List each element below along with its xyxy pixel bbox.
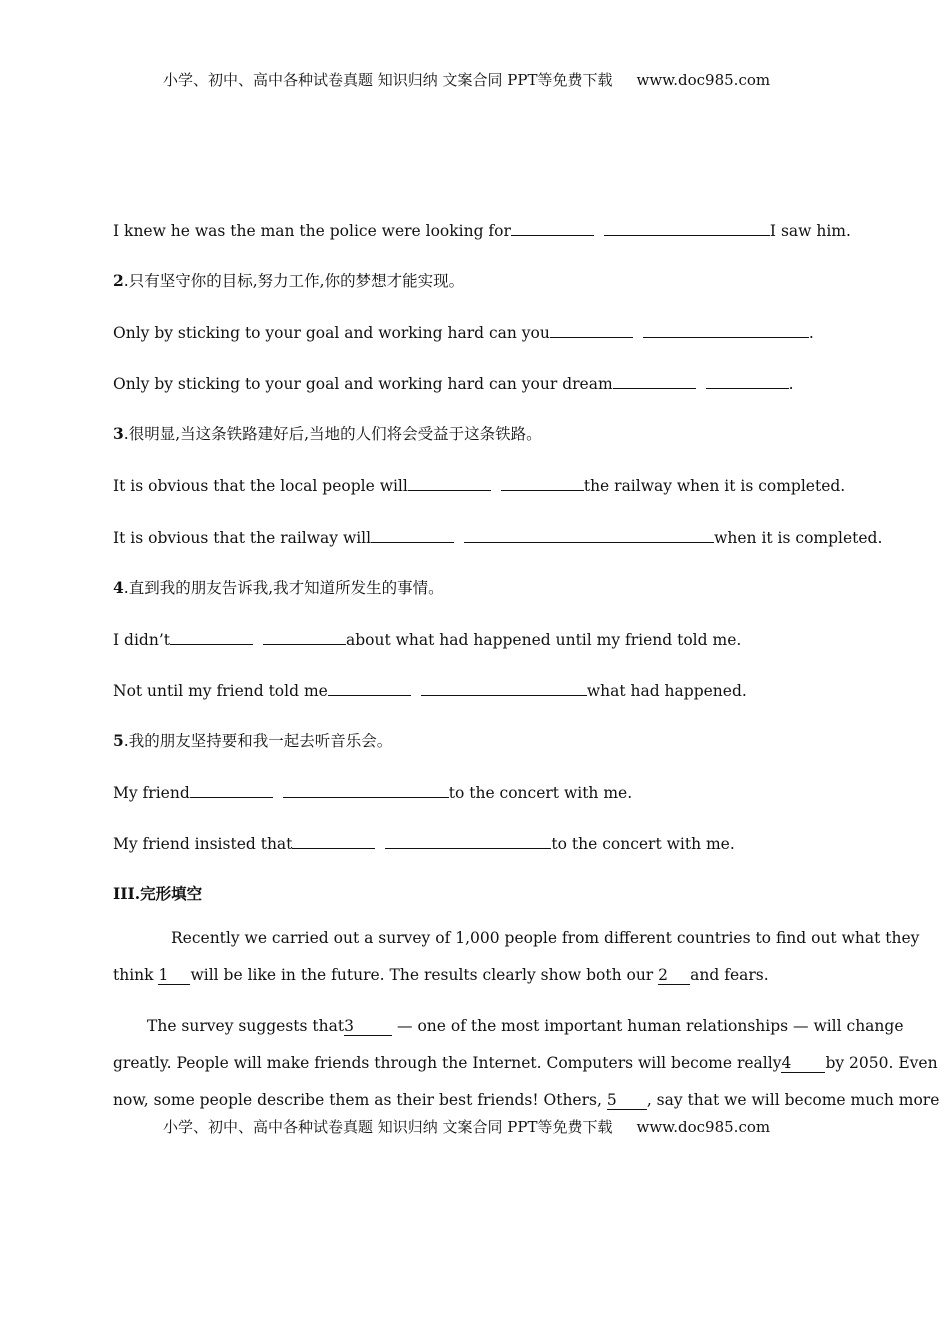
- question-5-sentence-b: My friend insisted that to the concert with me.: [113, 835, 735, 853]
- question-3-sentence-a: It is obvious that the local people will the railway when it is completed.: [113, 477, 846, 495]
- question-2-prompt: 2.只有坚守你的目标,努力工作,你的梦想才能实现。: [113, 271, 465, 290]
- header-text: 小学、初中、高中各种试卷真题 知识归纳 文案合同 PPT等免费下载: [163, 71, 613, 89]
- cloze-blank-2[interactable]: 2: [658, 967, 690, 985]
- answer-blank[interactable]: [613, 373, 696, 389]
- header-url[interactable]: www.doc985.com: [636, 71, 771, 89]
- question-5-sentence-a: My friend to the concert with me.: [113, 784, 633, 802]
- answer-blank[interactable]: [371, 527, 454, 543]
- page-header: [163, 69, 803, 90]
- answer-blank[interactable]: [421, 680, 587, 696]
- answer-blank[interactable]: [408, 475, 491, 491]
- sentence-1: I knew he was the man the police were looking for I saw him.: [113, 222, 851, 240]
- page-footer: [163, 1116, 803, 1137]
- answer-blank[interactable]: [550, 322, 633, 338]
- answer-blank[interactable]: [385, 833, 551, 849]
- answer-blank[interactable]: [170, 629, 253, 645]
- cloze-blank-4[interactable]: 4: [781, 1055, 825, 1073]
- question-number: 4: [113, 578, 124, 597]
- question-4-sentence-a: I didn’t about what had happened until my friend told me.: [113, 631, 742, 649]
- answer-blank[interactable]: [328, 680, 411, 696]
- answer-blank[interactable]: [283, 782, 449, 798]
- paragraph-line: The survey suggests that3 — one of the most important human relationships — will change: [147, 1017, 904, 1035]
- answer-blank[interactable]: [501, 475, 584, 491]
- paragraph-line: now, some people describe them as their best friends! Others, 5 , say that we will become much more: [113, 1091, 940, 1109]
- question-number: 2: [113, 271, 124, 290]
- answer-blank[interactable]: [263, 629, 346, 645]
- footer-text: 小学、初中、高中各种试卷真题 知识归纳 文案合同 PPT等免费下载: [163, 1118, 613, 1136]
- cloze-paragraph-2: [113, 1008, 940, 1119]
- question-5-prompt: 5.我的朋友坚持要和我一起去听音乐会。: [113, 731, 393, 750]
- paragraph-line: greatly. People will make friends through the Internet. Computers will become really4 by 2050. Even: [113, 1054, 938, 1072]
- answer-blank[interactable]: [643, 322, 809, 338]
- question-number: 3: [113, 424, 124, 443]
- cloze-blank-5[interactable]: 5: [607, 1092, 647, 1110]
- question-4-prompt: 4.直到我的朋友告诉我,我才知道所发生的事情。: [113, 578, 444, 597]
- question-number: 5: [113, 731, 124, 750]
- cloze-blank-3[interactable]: 3: [344, 1018, 392, 1036]
- answer-blank[interactable]: [706, 373, 789, 389]
- question-3-prompt: 3.很明显,当这条铁路建好后,当地的人们将会受益于这条铁路。: [113, 424, 542, 443]
- cloze-blank-1[interactable]: 1: [158, 967, 190, 985]
- answer-blank[interactable]: [464, 527, 714, 543]
- question-3-sentence-b: It is obvious that the railway will when it is completed.: [113, 529, 883, 547]
- answer-blank[interactable]: [511, 220, 594, 236]
- footer-url[interactable]: www.doc985.com: [636, 1118, 771, 1136]
- paragraph-line: think 1 will be like in the future. The results clearly show both our 2 and fears.: [113, 966, 769, 984]
- answer-blank[interactable]: [604, 220, 770, 236]
- answer-blank[interactable]: [190, 782, 273, 798]
- question-2-sentence-a: Only by sticking to your goal and working hard can you .: [113, 324, 814, 342]
- section-title: III.完形填空: [113, 884, 203, 903]
- question-2-sentence-b: Only by sticking to your goal and working hard can your dream .: [113, 375, 794, 393]
- paragraph-line: Recently we carried out a survey of 1,000 people from different countries to find out what they: [171, 929, 920, 947]
- cloze-paragraph-1: [113, 920, 920, 994]
- answer-blank[interactable]: [292, 833, 375, 849]
- question-4-sentence-b: Not until my friend told me what had happened.: [113, 682, 747, 700]
